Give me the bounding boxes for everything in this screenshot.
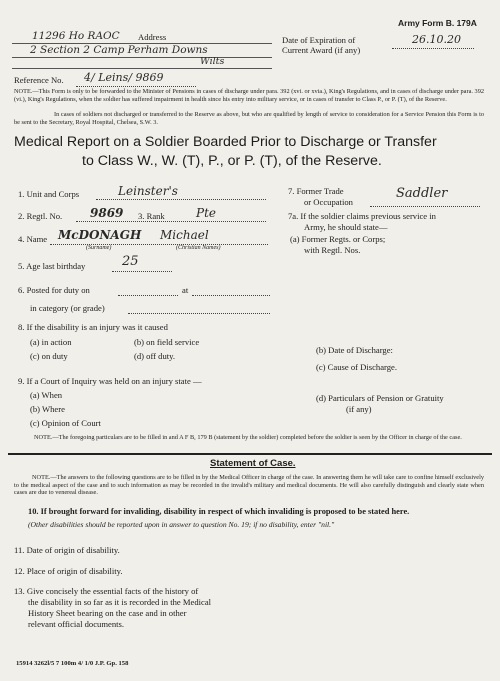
reference-underline — [76, 85, 196, 87]
field-trade-label-2: or Occupation — [304, 197, 353, 207]
field-age-value: 25 — [122, 254, 139, 269]
field-regtl-label: 2. Regtl. No. — [18, 211, 63, 221]
address-line-3: Wilts — [200, 56, 225, 67]
statement-heading: Statement of Case. — [210, 458, 296, 469]
report-title-line1: Medical Report on a Soldier Boarded Prior to Discharge or Transfer — [14, 134, 437, 150]
field-former-regts-1: (a) Former Regts. or Corps; — [290, 234, 386, 244]
section8-c: (c) on duty — [30, 351, 68, 361]
print-reference: 15914 3262l/5 7 100m 4/ 1/0 J.P. Gp. 158 — [16, 660, 129, 667]
cause-of-discharge-label: (c) Cause of Discharge. — [316, 362, 397, 372]
field-name-line — [50, 243, 268, 245]
field-trade-value: Saddler — [396, 186, 448, 201]
section8-d: (d) off duty. — [134, 351, 176, 361]
field-surname-value: McDONAGH — [58, 228, 142, 242]
section9-b: (b) Where — [30, 404, 65, 414]
note-forwarding: NOTE.—This Form is only to be forwarded to the Minister of Pensions in cases of discharge under para. 392 (xvi. or xvia.), King's Regulations, and in cases of discharge under para. 392 (vi.), King's Regulations, when the soldier has suffered impairment in health since his entry into military service, or in cases of transfer to Class P., or P. (T), of the Reserve. — [14, 88, 484, 103]
question-10-italic: (Other disabilities should be reported upon in answer to question No. 19; if no disability, enter "nil." — [28, 520, 335, 529]
field-regtl-line — [76, 220, 266, 222]
section8-b: (b) on field service — [134, 337, 200, 347]
section8-a: (a) in action — [30, 337, 72, 347]
expiry-label-1: Date of Expiration of — [282, 35, 356, 45]
field-rank-label: 3. Rank — [138, 211, 165, 221]
statement-divider — [8, 453, 492, 455]
reference-value: 4/ Leins/ 9869 — [84, 71, 164, 84]
field-posted-at-line — [192, 294, 270, 296]
field-christian-caption: (Christian Names) — [176, 245, 221, 251]
section9-a: (a) When — [30, 390, 63, 400]
question-12: 12. Place of origin of disability. — [14, 566, 123, 576]
field-surname-caption: (Surname) — [86, 245, 112, 251]
field-age-line — [112, 270, 172, 272]
field-unit-line — [96, 198, 266, 200]
address-label: Address — [138, 32, 167, 42]
statement-note: NOTE.—The answers to the following questions are to be filled in by the Medical Officer in charge of the case. In answering them he will take care to confine himself exclusively to the medical aspect of the case and to such information as may be recorded in the invalid's military and medical documents. He will also carefully distinguish and clearly state when cases are due to venereal disease. — [14, 474, 484, 497]
section9-c: (c) Opinion of Court — [30, 418, 101, 428]
pension-particulars-label-2: (if any) — [346, 404, 372, 414]
field-posted-at: at — [182, 285, 189, 295]
field-former-regts-2: with Regtl. Nos. — [304, 245, 361, 255]
expiry-underline — [392, 47, 474, 49]
expiry-label-2: Current Award (if any) — [282, 45, 361, 55]
field-trade-line — [370, 205, 480, 207]
field-regtl-value: 9869 — [90, 206, 124, 220]
address-underline-3 — [12, 68, 272, 69]
address-underline-2 — [12, 57, 272, 58]
date-of-discharge-label: (b) Date of Discharge: — [316, 345, 393, 355]
question-13-line2: the disability in so far as it is recorded in the Medical — [28, 597, 212, 607]
field-name-label: 4. Name — [18, 234, 48, 244]
report-title-line2: to Class W., W. (T), P., or P. (T), of the Reserve. — [82, 153, 382, 169]
form-id: Army Form B. 179A — [398, 18, 477, 28]
note-particulars: NOTE.—The foregoing particulars are to be filled in and A F B, 179 B (statement by the soldier) completed before the soldier is seen by the Officer in charge of the case. — [34, 434, 462, 441]
field-age-label: 5. Age last birthday — [18, 261, 86, 271]
field-trade-label-1: 7. Former Trade — [288, 186, 344, 196]
field-previous-service-1: 7a. If the soldier claims previous service in — [288, 211, 436, 221]
question-13-line3: History Sheet bearing on the case and in other — [28, 608, 187, 618]
pension-particulars-label-1: (d) Particulars of Pension or Gratuity — [316, 393, 444, 403]
field-christian-value: Michael — [160, 228, 209, 242]
section9-label: 9. If a Court of Inquiry was held on an injury state — — [18, 376, 202, 386]
address-line-1: 11296 Ho RAOC — [32, 30, 120, 42]
question-13-line4: relevant official documents. — [28, 619, 125, 629]
section8-label: 8. If the disability is an injury was it caused — [18, 322, 168, 332]
address-line-2: 2 Section 2 Camp Perham Downs — [30, 44, 208, 56]
field-posted-label: 6. Posted for duty on — [18, 285, 90, 295]
expiry-value: 26.10.20 — [412, 33, 461, 46]
note-service-pension: In cases of soldiers not discharged or transferred to the Reserve as above, but who are qualified by length of service to consideration for a Service Pension this Form is to be sent to the Secretary, Royal Hospital, Chelsea, S.W. 3. — [14, 111, 484, 126]
reference-label: Reference No. — [14, 75, 64, 85]
field-rank-value: Pte — [196, 206, 216, 220]
field-posted-line — [118, 294, 178, 296]
field-category-label: in category (or grade) — [30, 303, 105, 313]
field-previous-service-2: Army, he should state— — [304, 222, 388, 232]
field-unit-value: Leinster's — [118, 184, 178, 198]
field-category-line — [128, 312, 270, 314]
question-11: 11. Date of origin of disability. — [14, 545, 120, 555]
question-10-bold: 10. If brought forward for invaliding, disability in respect of which invaliding is proposed to be stated here. — [28, 507, 410, 516]
field-unit-label: 1. Unit and Corps — [18, 189, 80, 199]
question-13-line1: 13. Give concisely the essential facts of the history of — [14, 586, 199, 596]
